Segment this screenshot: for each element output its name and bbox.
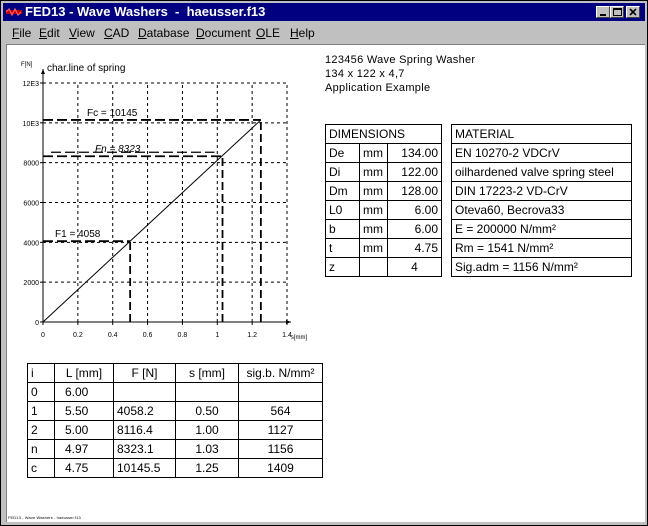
y-tick-label: 8000: [23, 160, 39, 168]
dimensions-table: [325, 124, 442, 277]
table-row: Oteva60, Becrova33: [452, 201, 632, 220]
x-axis-label: s[mm]: [290, 335, 308, 341]
annotation-fn-label: Fn = 8323: [95, 144, 141, 156]
x-tick-label: 1.2: [247, 332, 258, 339]
menu-document[interactable]: Document: [196, 26, 251, 40]
y-tick-label: 6000: [23, 200, 39, 208]
table-row: 2 5.00 8116.4 1.00 1127: [28, 421, 323, 440]
x-tick-label: 1.4: [282, 332, 292, 339]
app-icon[interactable]: [6, 6, 22, 18]
annotation-f1-label: F1 = 4058: [55, 229, 101, 241]
menu-file[interactable]: File: [12, 26, 32, 40]
table-row: c 4.75 10145.5 1.25 1409: [28, 459, 323, 478]
material-table: [451, 124, 632, 277]
article-dimensions: 134 x 122 x 4,7: [325, 68, 405, 80]
spring-characteristic-chart: [7, 45, 327, 355]
table-row: EN 10270-2 VDCrV: [452, 144, 632, 163]
table-row: De mm 134.00: [326, 144, 442, 163]
maximize-button[interactable]: [610, 6, 624, 18]
x-tick-label: 0: [41, 332, 45, 339]
table-row: E = 200000 N/mm²: [452, 220, 632, 239]
title-bar[interactable]: [3, 3, 645, 21]
menu-help[interactable]: Help: [290, 26, 315, 40]
menu-database[interactable]: Database: [138, 26, 190, 40]
y-tick-label: 2000: [23, 280, 39, 288]
window-title: FED13 - Wave Washers - haeusser.f13: [25, 4, 266, 19]
table-row: Dm mm 128.00: [326, 182, 442, 201]
menu-bar: [3, 23, 645, 43]
table-row: Rm = 1541 N/mm²: [452, 239, 632, 258]
table-row: n 4.97 8323.1 1.03 1156: [28, 440, 323, 459]
x-tick-label: 0.8: [177, 332, 188, 339]
table-header-row: i L [mm] F [N] s [mm] sig.b. N/mm²: [28, 364, 323, 383]
spring-line: [43, 120, 261, 322]
table-row: b mm 6.00: [326, 220, 442, 239]
close-button[interactable]: [626, 6, 640, 18]
table-row: z 4: [326, 258, 442, 277]
material-header: MATERIAL: [452, 125, 632, 144]
minimize-button[interactable]: [596, 6, 610, 18]
table-row: 1 5.50 4058.2 0.50 564: [28, 402, 323, 421]
y-axis-label: F[N]: [21, 62, 33, 68]
annotation-fc-label: Fc = 10145: [87, 107, 138, 119]
maximize-icon: [611, 7, 623, 17]
table-row: DIN 17223-2 VD-CrV: [452, 182, 632, 201]
menu-cad[interactable]: CAD: [104, 26, 130, 40]
x-tick-label: 0.2: [72, 332, 83, 339]
document-area: [6, 44, 645, 522]
x-tick-label: 0.4: [107, 332, 118, 339]
article-title: 123456 Wave Spring Washer: [325, 54, 476, 66]
menu-view[interactable]: View: [69, 26, 95, 40]
chart-title: char.line of spring: [47, 63, 126, 74]
article-note: Application Example: [325, 82, 431, 94]
x-tick-label: 1: [215, 332, 220, 339]
dimensions-header: DIMENSIONS: [326, 125, 442, 144]
x-tick-label: 0.6: [142, 332, 153, 339]
menu-edit[interactable]: Edit: [39, 26, 60, 40]
table-row: oilhardened valve spring steel: [452, 163, 632, 182]
table-row: 0 6.00: [28, 383, 323, 402]
table-row: L0 mm 6.00: [326, 201, 442, 220]
table-row: t mm 4.75: [326, 239, 442, 258]
y-axis-arrow: [41, 69, 45, 74]
minimize-icon: [597, 7, 609, 17]
table-row: Di mm 122.00: [326, 163, 442, 182]
load-table: [27, 363, 323, 478]
y-tick-label: 0: [35, 320, 39, 327]
footer-text: FED13 - Wave Washers - haeusser.f13: [8, 515, 81, 520]
menu-ole[interactable]: OLE: [256, 26, 281, 40]
close-icon: [627, 7, 639, 17]
y-tick-label: 12E3: [22, 81, 39, 88]
y-tick-label: 4000: [23, 240, 39, 248]
y-tick-label: 10E3: [22, 120, 39, 128]
table-row: Sig.adm = 1156 N/mm²: [452, 258, 632, 277]
